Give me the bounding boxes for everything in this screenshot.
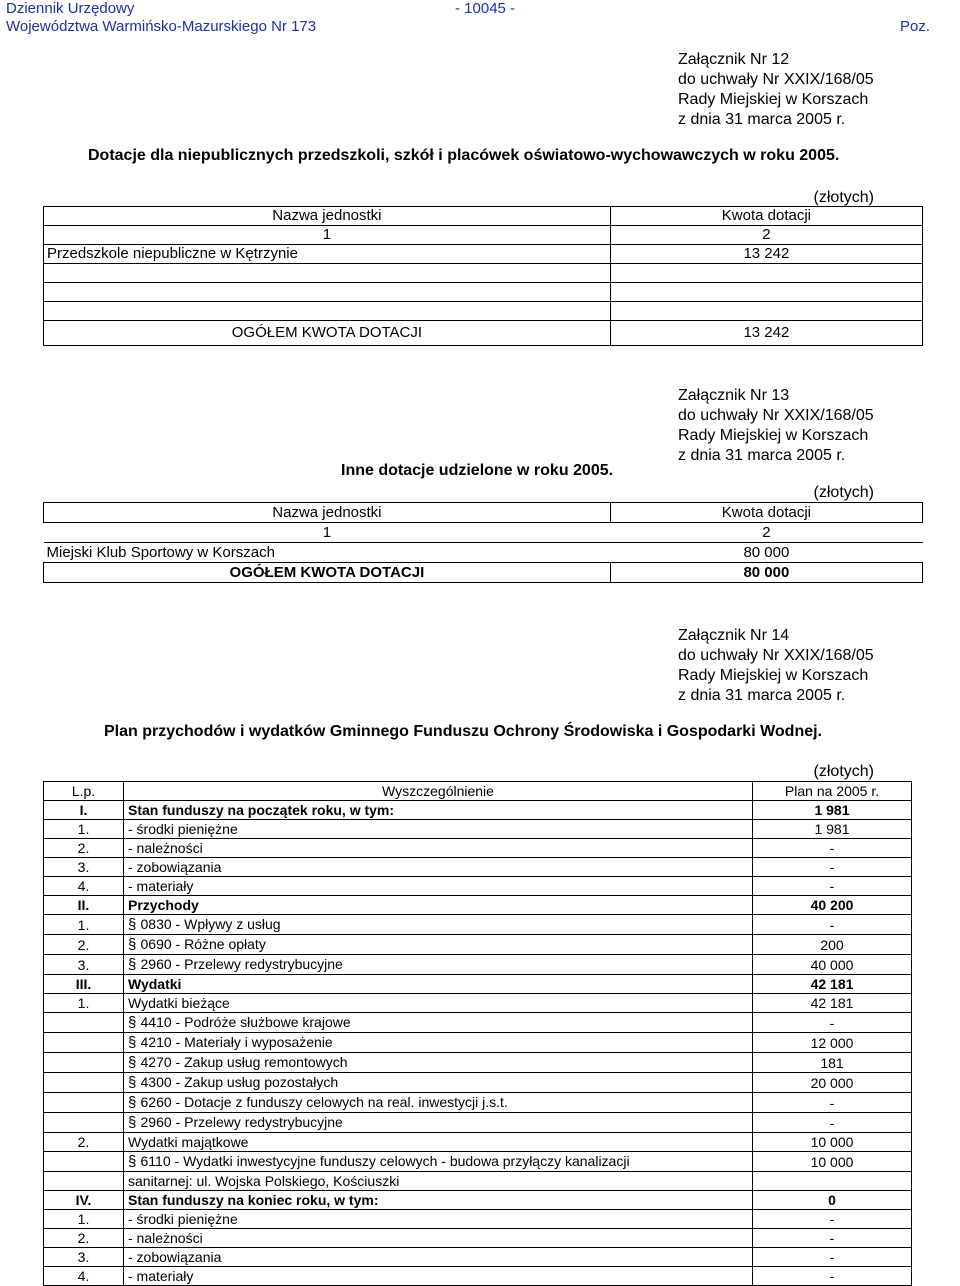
annex12-line: Załącznik Nr 12 — [678, 51, 790, 68]
table-row — [44, 1267, 912, 1286]
journal-name: Dziennik Urzędowy — [6, 0, 135, 17]
section-sign-icon: § — [128, 1094, 141, 1111]
row-description — [124, 1053, 753, 1073]
table-row — [44, 935, 912, 955]
row-description — [124, 1013, 753, 1033]
table-row — [44, 1013, 912, 1033]
table-row — [44, 801, 912, 820]
table-row — [44, 1248, 912, 1267]
total-row — [44, 321, 923, 346]
annex14-header — [678, 626, 874, 706]
total-row — [44, 563, 923, 583]
row-lp — [44, 1113, 124, 1133]
row-description — [124, 1073, 753, 1093]
row-plan-value: 12 000 — [753, 1033, 912, 1053]
table-row — [44, 877, 912, 896]
row-description — [124, 1191, 753, 1210]
row-lp: 3. — [44, 858, 124, 877]
col-header-description: Wyszczególnienie — [124, 782, 753, 801]
annex13-header — [678, 386, 874, 466]
row-description — [124, 858, 753, 877]
empty-row — [44, 283, 923, 302]
row-plan-value: 42 181 — [753, 994, 912, 1013]
annex12-unit: (złotych) — [813, 189, 874, 206]
table-row — [44, 1191, 912, 1210]
row-description — [124, 935, 753, 955]
table-row — [44, 1033, 912, 1053]
row-description — [124, 975, 753, 994]
row-description — [124, 1267, 753, 1286]
row-lp: 2. — [44, 935, 124, 955]
annex13-line: Rady Miejskiej w Korszach — [678, 427, 869, 444]
annex14-line: z dnia 31 marca 2005 r. — [678, 687, 846, 704]
row-description — [124, 955, 753, 975]
row-lp: 3. — [44, 955, 124, 975]
row-description — [124, 1248, 753, 1267]
table-row — [44, 858, 912, 877]
annex12-line: do uchwały Nr XXIX/168/05 — [678, 71, 874, 88]
row-description-text: - środki pieniężne — [128, 1211, 238, 1227]
table-row — [44, 915, 912, 935]
total-value: 13 242 — [610, 321, 922, 346]
row-description — [124, 915, 753, 935]
row-lp — [44, 1073, 124, 1093]
row-description-text: 4210 - Materiały i wyposażenie — [140, 1034, 333, 1050]
row-description — [124, 1172, 753, 1191]
section-sign-icon: § — [128, 1153, 141, 1170]
row-description-text: 4410 - Podróże służbowe krajowe — [140, 1014, 351, 1030]
row-lp — [44, 1172, 124, 1191]
row-description-text: 2960 - Przelewy redystrybucyjne — [140, 956, 343, 972]
row-description — [124, 994, 753, 1013]
col-header-name: Nazwa jednostki — [44, 503, 611, 523]
row-description-text: Stan funduszy na początek roku, w tym: — [128, 802, 395, 818]
row-plan-value: - — [753, 1210, 912, 1229]
row-plan-value: 200 — [753, 935, 912, 955]
table-row — [44, 839, 912, 858]
annex14-line: Załącznik Nr 14 — [678, 627, 790, 644]
row-description — [124, 839, 753, 858]
row-description-text: Przychody — [128, 897, 199, 913]
table-row — [44, 975, 912, 994]
table-row — [44, 543, 923, 563]
unit-name: Przedszkole niepubliczne w Kętrzynie — [44, 245, 611, 264]
row-plan-value: 10 000 — [753, 1133, 912, 1152]
row-plan-value: 20 000 — [753, 1073, 912, 1093]
annex14-line: Rady Miejskiej w Korszach — [678, 667, 869, 684]
annex13-unit: (złotych) — [813, 484, 874, 501]
row-plan-value: 42 181 — [753, 975, 912, 994]
annex13-line: z dnia 31 marca 2005 r. — [678, 447, 846, 464]
table-row — [44, 896, 912, 915]
section-sign-icon: § — [128, 1014, 141, 1031]
table-row — [44, 1053, 912, 1073]
row-description — [124, 896, 753, 915]
row-description-text: 0830 - Wpływy z usług — [140, 916, 281, 932]
row-description-text: 6110 - Wydatki inwestycyjne funduszy celowych - budowa przyłączy kanalizacji — [140, 1153, 630, 1169]
row-lp: I. — [44, 801, 124, 820]
section-sign-icon: § — [128, 916, 141, 933]
row-description-text: - środki pieniężne — [128, 821, 238, 837]
row-lp: 1. — [44, 994, 124, 1013]
row-lp: 1. — [44, 1210, 124, 1229]
row-plan-value: - — [753, 1248, 912, 1267]
table-row — [44, 1133, 912, 1152]
annex14-title: Plan przychodów i wydatków Gminnego Funduszu Ochrony Środowiska i Gospodarki Wodnej. — [104, 723, 822, 740]
row-plan-value: 1 981 — [753, 820, 912, 839]
row-plan-value: - — [753, 839, 912, 858]
row-lp: IV. — [44, 1191, 124, 1210]
row-plan-value: - — [753, 1113, 912, 1133]
row-lp: 4. — [44, 1267, 124, 1286]
row-lp — [44, 1033, 124, 1053]
row-description-text: 4270 - Zakup usług remontowych — [140, 1054, 348, 1070]
col-number: 2 — [610, 226, 922, 245]
empty-row — [44, 264, 923, 283]
row-description-text: - materiały — [128, 1268, 194, 1284]
annex13-line: Załącznik Nr 13 — [678, 387, 790, 404]
total-label: OGÓŁEM KWOTA DOTACJI — [44, 563, 611, 583]
row-description-text: - zobowiązania — [128, 859, 222, 875]
section-sign-icon: § — [128, 1034, 141, 1051]
row-lp: 1. — [44, 915, 124, 935]
row-description-text: 2960 - Przelewy redystrybucyjne — [140, 1114, 343, 1130]
row-lp: II. — [44, 896, 124, 915]
row-plan-value: - — [753, 1013, 912, 1033]
row-description — [124, 1210, 753, 1229]
row-lp: 2. — [44, 839, 124, 858]
row-plan-value: - — [753, 858, 912, 877]
grant-amount: 13 242 — [610, 245, 922, 264]
section-sign-icon: § — [128, 1054, 141, 1071]
page-number: - 10045 - — [455, 0, 516, 17]
row-description — [124, 877, 753, 896]
plan-table-body — [44, 801, 912, 1286]
row-description — [124, 1033, 753, 1053]
row-lp: 2. — [44, 1229, 124, 1248]
col-header-amount: Kwota dotacji — [610, 503, 922, 523]
row-plan-value: - — [753, 915, 912, 935]
unit-name: Miejski Klub Sportowy w Korszach — [44, 543, 611, 563]
section-sign-icon: § — [128, 956, 141, 973]
row-lp — [44, 1152, 124, 1172]
annex12-table — [43, 206, 923, 346]
row-lp: 2. — [44, 1133, 124, 1152]
annex14-line: do uchwały Nr XXIX/168/05 — [678, 647, 874, 664]
row-plan-value: 40 000 — [753, 955, 912, 975]
row-lp — [44, 1013, 124, 1033]
row-lp: 4. — [44, 877, 124, 896]
row-plan-value: - — [753, 1229, 912, 1248]
row-description — [124, 1152, 753, 1172]
table-row — [44, 1113, 912, 1133]
col-header-amount: Kwota dotacji — [610, 207, 922, 226]
table-row — [44, 1152, 912, 1172]
col-header-name: Nazwa jednostki — [44, 207, 611, 226]
row-description — [124, 1229, 753, 1248]
row-plan-value: - — [753, 877, 912, 896]
annex12-header — [678, 50, 874, 130]
row-plan-value: 1 981 — [753, 801, 912, 820]
row-lp — [44, 1053, 124, 1073]
col-header-lp: L.p. — [44, 782, 124, 801]
table-row — [44, 820, 912, 839]
annex12-title: Dotacje dla niepublicznych przedszkoli, szkół i placówek oświatowo-wychowawczych w roku 2005. — [88, 147, 840, 164]
row-description-text: Wydatki — [128, 976, 182, 992]
annex12-line: z dnia 31 marca 2005 r. — [678, 111, 846, 128]
row-description-text: 0690 - Różne opłaty — [140, 936, 266, 952]
annex13-title: Inne dotacje udzielone w roku 2005. — [341, 462, 614, 479]
row-description-text: - zobowiązania — [128, 1249, 222, 1265]
row-description — [124, 820, 753, 839]
row-description-text: - należności — [128, 840, 203, 856]
row-description-text: - należności — [128, 1230, 203, 1246]
table-row — [44, 955, 912, 975]
col-header-plan: Plan na 2005 r. — [753, 782, 912, 801]
row-description-text: - materiały — [128, 878, 194, 894]
position-label: Poz. — [899, 18, 930, 35]
total-value: 80 000 — [610, 563, 922, 583]
row-plan-value: 181 — [753, 1053, 912, 1073]
section-sign-icon: § — [128, 1074, 141, 1091]
row-lp: 3. — [44, 1248, 124, 1267]
table-row — [44, 1229, 912, 1248]
row-description-text: 4300 - Zakup usług pozostałych — [140, 1074, 339, 1090]
annex13-table — [43, 502, 923, 583]
empty-row — [44, 302, 923, 321]
row-description — [124, 1133, 753, 1152]
table-row — [44, 1172, 912, 1191]
row-description — [124, 801, 753, 820]
total-label: OGÓŁEM KWOTA DOTACJI — [44, 321, 611, 346]
row-plan-value: 0 — [753, 1191, 912, 1210]
annex14-table — [43, 781, 912, 1286]
table-row — [44, 1093, 912, 1113]
row-plan-value: 40 200 — [753, 896, 912, 915]
row-description-text: Wydatki majątkowe — [128, 1134, 249, 1150]
col-number: 1 — [44, 226, 611, 245]
section-sign-icon: § — [128, 936, 141, 953]
section-sign-icon: § — [128, 1114, 141, 1131]
row-description — [124, 1093, 753, 1113]
table-row — [44, 1210, 912, 1229]
grant-amount: 80 000 — [610, 543, 922, 563]
annex14-unit: (złotych) — [813, 763, 874, 780]
table-row — [44, 1073, 912, 1093]
row-description-text: 6260 - Dotacje z funduszy celowych na real. inwestycji j.s.t. — [140, 1094, 508, 1110]
voivodeship-name: Województwa Warmińsko-Mazurskiego Nr 173 — [6, 18, 317, 35]
row-plan-value: 10 000 — [753, 1152, 912, 1172]
annex12-line: Rady Miejskiej w Korszach — [678, 91, 869, 108]
row-description-text: Stan funduszy na koniec roku, w tym: — [128, 1192, 379, 1208]
row-lp: 1. — [44, 820, 124, 839]
col-number: 1 — [322, 524, 332, 541]
row-plan-value: - — [753, 1267, 912, 1286]
row-description — [124, 1113, 753, 1133]
row-lp — [44, 1093, 124, 1113]
table-row — [44, 994, 912, 1013]
row-description-text: Wydatki bieżące — [128, 995, 230, 1011]
row-description-text: sanitarnej: ul. Wojska Polskiego, Kościuszki — [128, 1173, 400, 1189]
row-plan-value: - — [753, 1093, 912, 1113]
annex13-line: do uchwały Nr XXIX/168/05 — [678, 407, 874, 424]
row-lp: III. — [44, 975, 124, 994]
table-row — [44, 245, 923, 264]
col-number: 2 — [762, 524, 771, 541]
row-plan-value — [753, 1172, 912, 1191]
page-header-left — [6, 0, 316, 36]
